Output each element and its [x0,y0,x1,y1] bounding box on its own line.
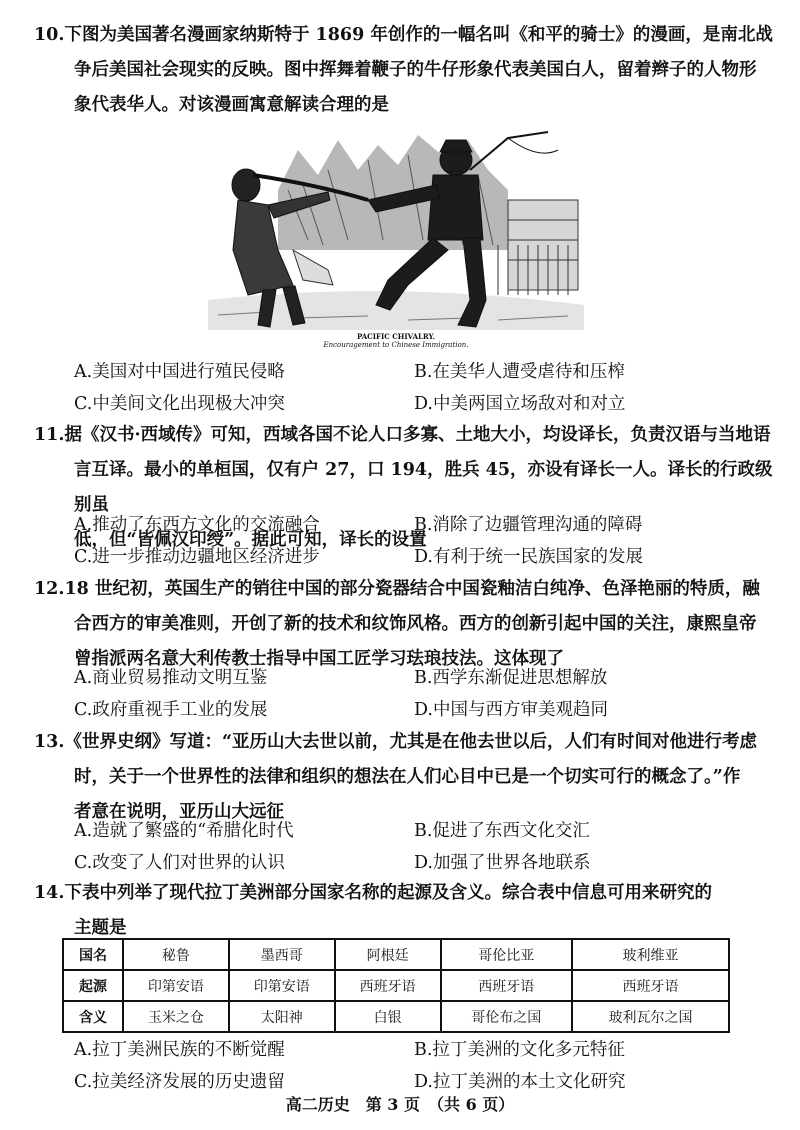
question-12-options [74,660,774,724]
option-d[interactable]: D.中美两国立场敌对和对立 [414,393,626,414]
option-a[interactable]: A.商业贸易推动文明互鉴 [74,667,268,688]
option-c[interactable]: C.改变了人们对世界的认识 [74,852,285,873]
table-cell: 太阳神 [229,1001,335,1032]
cartoon-caption-title: PACIFIC CHIVALRY. [356,332,436,341]
question-13-line-3: 者意在说明，亚历山大远征 [74,802,284,822]
option-a[interactable]: A.推动了东西方文化的交流融合 [74,514,320,535]
option-a[interactable]: A.造就了繁盛的“希腊化时代 [74,820,294,841]
question-11-line-3: 低，但“皆佩汉印绶”。据此可知，译长的设置 [74,530,427,550]
option-b[interactable]: B.拉丁美洲的文化多元特征 [414,1039,625,1060]
table-cell: 西班牙语 [441,970,572,1001]
table-cell: 印第安语 [123,970,229,1001]
option-b[interactable]: B.消除了边疆管理沟通的障碍 [414,514,643,535]
table-cell: 西班牙语 [572,970,729,1001]
question-10-options [74,354,774,418]
table-row [63,970,729,1001]
question-14-options [74,1032,774,1096]
question-11-options [74,507,774,571]
table-row [63,939,729,970]
option-c[interactable]: C.进一步推动边疆地区经济进步 [74,546,320,567]
question-14 [34,876,774,946]
table-cell: 玻利维亚 [572,939,729,970]
cartoon-caption [208,333,584,349]
option-d[interactable]: D.拉丁美洲的本土文化研究 [414,1071,626,1092]
question-14-line-1: 14.下表中列举了现代拉丁美洲部分国家名称的起源及含义。综合表中信息可用来研究的 [34,883,712,903]
table-cell: 国名 [63,939,123,970]
option-c[interactable]: C.政府重视手工业的发展 [74,699,268,720]
option-b[interactable]: B.西学东渐促进思想解放 [414,667,608,688]
question-12-line-3: 曾指派两名意大利传教士指导中国工匠学习珐琅技法。这体现了 [74,649,564,669]
question-13-line-1: 13.《世界史纲》写道：“亚历山大去世以前，尤其是在他去世以后，人们有时间对他进行考虑 [34,732,758,752]
question-10-line-1: 10.下图为美国著名漫画家纳斯特于 1869 年创作的一幅名叫《和平的骑士》的漫画，是南北战 [34,25,773,45]
question-10-line-3: 象代表华人。对该漫画寓意解读合理的是 [74,95,389,115]
option-d[interactable]: D.有利于统一民族国家的发展 [414,546,643,567]
table-cell: 西班牙语 [335,970,441,1001]
option-c[interactable]: C.拉美经济发展的历史遗留 [74,1071,285,1092]
option-d[interactable]: D.加强了世界各地联系 [414,852,591,873]
table-cell: 哥伦比亚 [441,939,572,970]
table-cell: 玻利瓦尔之国 [572,1001,729,1032]
table-cell: 玉米之仓 [123,1001,229,1032]
cartoon-caption-subtitle: Encouragement to Chinese Immigration. [323,341,469,349]
option-a[interactable]: A.美国对中国进行殖民侵略 [74,361,285,382]
page-footer: 高二历史 第 3 页 （共 6 页） [285,1095,515,1114]
option-b[interactable]: B.促进了东西文化交汇 [414,820,590,841]
question-13-options [74,813,774,877]
option-a[interactable]: A.拉丁美洲民族的不断觉醒 [74,1039,285,1060]
question-10-line-2: 争后美国社会现实的反映。图中挥舞着鞭子的牛仔形象代表美国白人，留着辫子的人物形 [74,60,757,80]
question-10 [34,18,774,123]
country-name-table [62,938,730,1033]
question-14-line-2: 主题是 [74,918,127,938]
table-cell: 墨西哥 [229,939,335,970]
question-11-line-1: 11.据《汉书·西域传》可知，西域各国不论人口多寡、土地大小，均设译长，负责汉语与当地语 [34,425,771,445]
option-c[interactable]: C.中美间文化出现极大冲突 [74,393,285,414]
table-cell: 哥伦布之国 [441,1001,572,1032]
table-cell: 秘鲁 [123,939,229,970]
table-cell: 起源 [63,970,123,1001]
table-row [63,1001,729,1032]
question-13-line-2: 时，关于一个世界性的法律和组织的想法在人们心目中已是一个切实可行的概念了。”作 [74,767,741,787]
table-cell: 阿根廷 [335,939,441,970]
cartoon-illustration [208,130,584,345]
option-b[interactable]: B.在美华人遭受虐待和压榨 [414,361,625,382]
table-cell: 白银 [335,1001,441,1032]
table-cell: 含义 [63,1001,123,1032]
question-11-line-2: 言互译。最小的单桓国，仅有户 27，口 194，胜兵 45，亦设有译长一人。译长的行政级别虽 [74,460,773,515]
question-12-line-2: 合西方的审美准则，开创了新的技术和纹饰风格。西方的创新引起中国的关注，康熙皇帝 [74,614,757,634]
table-cell: 印第安语 [229,970,335,1001]
question-12-line-1: 12.18 世纪初，英国生产的销往中国的部分瓷器结合中国瓷釉洁白纯净、色泽艳丽的特质，融 [34,579,760,599]
option-d[interactable]: D.中国与西方审美观趋同 [414,699,608,720]
